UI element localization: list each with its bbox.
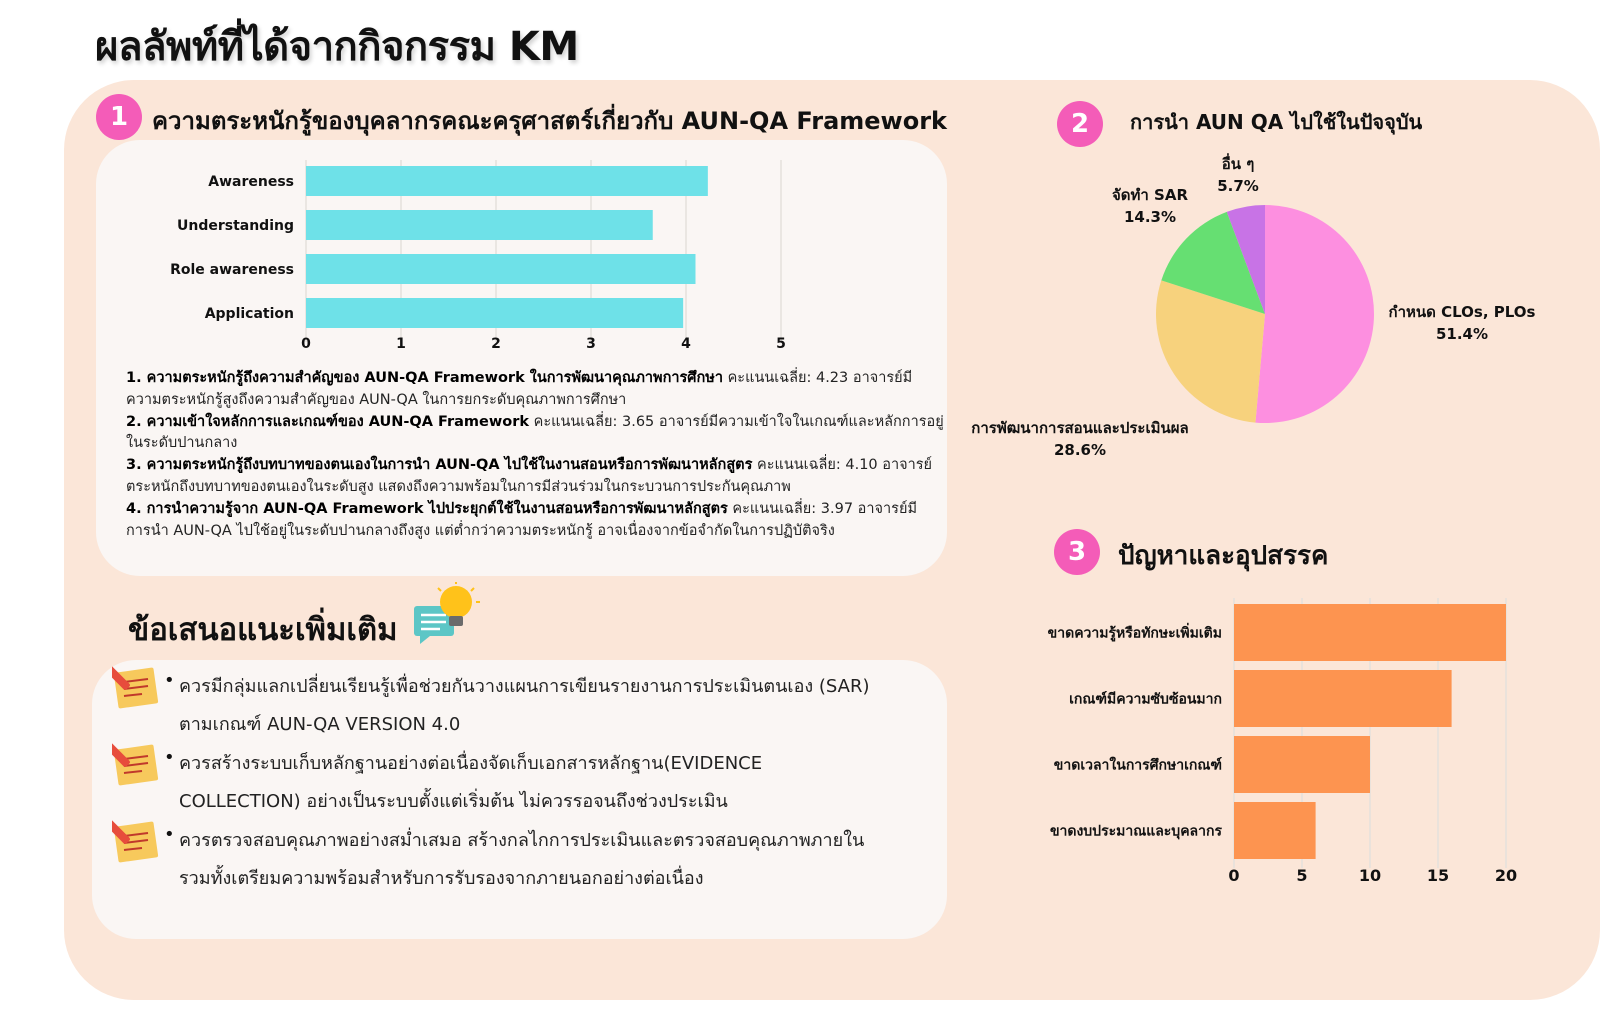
category-label: เกณฑ์มีความซับซ้อนมาก bbox=[1069, 691, 1222, 708]
slice-label: จัดทำ SAR bbox=[1111, 186, 1189, 204]
category-label: ขาดความรู้หรือทักษะเพิ่มเติม bbox=[1047, 625, 1222, 642]
slice-value-label: 51.4% bbox=[1435, 325, 1489, 343]
section-3-badge: 3 bbox=[1054, 529, 1100, 575]
suggestions-title: ข้อเสนอแนะเพิ่มเติม bbox=[128, 612, 398, 648]
slice-value-label: 14.3% bbox=[1123, 208, 1177, 226]
tick-label: 0 bbox=[301, 336, 311, 352]
findings-list bbox=[126, 368, 946, 542]
finding-item: 2. ความเข้าใจหลักการและเกณฑ์ของ AUN-QA Framework คะแนนเฉลี่ย: 3.65 อาจารย์มีความเข้าใจในเกณฑ์และหลักการอยู่ในระดับปานกลาง bbox=[126, 413, 944, 452]
tick-label: 10 bbox=[1358, 866, 1382, 885]
section-1-title: ความตระหนักรู้ของบุคลากรคณะครุศาสตร์เกี่ยวกับ AUN-QA Framework bbox=[152, 107, 947, 135]
tick-label: 2 bbox=[491, 336, 501, 352]
section-1-badge: 1 bbox=[96, 94, 142, 140]
category-label: Awareness bbox=[208, 174, 294, 190]
bar bbox=[1234, 604, 1506, 661]
bar bbox=[1234, 736, 1370, 793]
pie-slice bbox=[1255, 205, 1374, 423]
slice-label: กำหนด CLOs, PLOs bbox=[1388, 303, 1536, 321]
usage-pie-chart bbox=[940, 145, 1580, 465]
suggestion-line: ควรตรวจสอบคุณภาพอย่างสม่ำเสมอ สร้างกลไกการประเมินและตรวจสอบคุณภาพภายใน bbox=[179, 830, 865, 851]
suggestion-line: ตามเกณฑ์ AUN-QA VERSION 4.0 bbox=[179, 714, 461, 735]
problems-bar-chart bbox=[960, 590, 1580, 890]
bar bbox=[306, 166, 708, 196]
finding-item: 4. การนำความรู้จาก AUN-QA Framework ไปประยุกต์ใช้ในงานสอนหรือการพัฒนาหลักสูตร คะแนนเฉลี่ย: 3.97 อาจารย์มีการนำ AUN-QA ไปใช้อยู่ในระดับปานกลางถึงสูง แต่ต่ำกว่าความตระหนักรู้ อาจเนื่องจากข้อจำกัดในการปฏิบัติจริง bbox=[126, 500, 918, 539]
suggestion-item: • ควรมีกลุ่มแลกเปลี่ยนเรียนรู้เพื่อช่วยกันวางแผนการเขียนรายงานการประเมินตนเอง (SAR) ตามเกณฑ์ AUN-QA VERSION 4.0 bbox=[112, 662, 942, 739]
category-label: Application bbox=[204, 306, 294, 322]
bar bbox=[1234, 802, 1316, 859]
bar bbox=[306, 210, 653, 240]
suggestion-line: รวมทั้งเตรียมความพร้อมสำหรับการรับรองจากภายนอกอย่างต่อเนื่อง bbox=[179, 868, 704, 889]
suggestion-line: ควรมีกลุ่มแลกเปลี่ยนเรียนรู้เพื่อช่วยกันวางแผนการเขียนรายงานการประเมินตนเอง (SAR) bbox=[179, 676, 870, 697]
slice-label: การพัฒนาการสอนและประเมินผล bbox=[971, 419, 1189, 437]
suggestions-list bbox=[112, 662, 942, 893]
notepad-pencil-icon bbox=[112, 816, 162, 864]
awareness-bar-chart bbox=[96, 150, 947, 360]
tick-label: 15 bbox=[1426, 866, 1450, 885]
bar bbox=[1234, 670, 1452, 727]
category-label: Role awareness bbox=[170, 262, 294, 278]
tick-label: 20 bbox=[1494, 866, 1518, 885]
notepad-pencil-icon bbox=[112, 662, 162, 710]
category-label: ขาดเวลาในการศึกษาเกณฑ์ bbox=[1053, 757, 1222, 774]
category-label: ขาดงบประมาณและบุคลากร bbox=[1049, 823, 1222, 840]
finding-item: 1. ความตระหนักรู้ถึงความสำคัญของ AUN-QA Framework ในการพัฒนาคุณภาพการศึกษา คะแนนเฉลี่ย: 4.23 อาจารย์มีความตระหนักรู้สูงถึงความสำคัญของ AUN-QA ในการยกระดับคุณภาพการศึกษา bbox=[126, 370, 913, 408]
bar bbox=[306, 298, 683, 328]
tick-label: 5 bbox=[1296, 866, 1308, 885]
tick-label: 3 bbox=[586, 336, 596, 352]
slice-label: อื่น ๆ bbox=[1221, 155, 1255, 173]
slice-value-label: 5.7% bbox=[1217, 177, 1259, 195]
page-title: ผลลัพท์ที่ได้จากกิจกรรม KM bbox=[95, 24, 579, 70]
suggestion-item: • ควรตรวจสอบคุณภาพอย่างสม่ำเสมอ สร้างกลไกการประเมินและตรวจสอบคุณภาพภายใน รวมทั้งเตรียมความพร้อมสำหรับการรับรองจากภายนอกอย่างต่อเนื่อง bbox=[112, 816, 942, 893]
tick-label: 0 bbox=[1228, 866, 1240, 885]
tick-label: 1 bbox=[396, 336, 406, 352]
lightbulb-chat-icon bbox=[412, 582, 482, 646]
section-2-badge: 2 bbox=[1057, 101, 1103, 147]
category-label: Understanding bbox=[176, 218, 294, 234]
section-3-title: ปัญหาและอุปสรรค bbox=[1118, 541, 1329, 571]
tick-label: 4 bbox=[681, 336, 691, 352]
slice-value-label: 28.6% bbox=[1053, 441, 1107, 459]
finding-item: 3. ความตระหนักรู้ถึงบทบาทของตนเองในการนำ AUN-QA ไปใช้ในงานสอนหรือการพัฒนาหลักสูตร คะแนนเฉลี่ย: 4.10 อาจารย์ตระหนักถึงบทบาทของตนเองในระดับสูง แสดงถึงความพร้อมในการมีส่วนร่วมในกระบวนการประกันคุณภาพ bbox=[126, 457, 933, 495]
tick-label: 5 bbox=[776, 336, 786, 352]
notepad-pencil-icon bbox=[112, 739, 162, 787]
suggestion-line: ควรสร้างระบบเก็บหลักฐานอย่างต่อเนื่องจัดเก็บเอกสารหลักฐาน(EVIDENCE bbox=[179, 753, 763, 774]
bar bbox=[306, 254, 696, 284]
suggestion-item: • ควรสร้างระบบเก็บหลักฐานอย่างต่อเนื่องจัดเก็บเอกสารหลักฐาน(EVIDENCE COLLECTION) อย่างเป็นระบบตั้งแต่เริ่มต้น ไม่ควรรอจนถึงช่วงประเมิน bbox=[112, 739, 942, 816]
suggestion-line: COLLECTION) อย่างเป็นระบบตั้งแต่เริ่มต้น ไม่ควรรอจนถึงช่วงประเมิน bbox=[179, 791, 728, 812]
section-2-title: การนำ AUN QA ไปใช้ในปัจจุบัน bbox=[1130, 110, 1423, 134]
